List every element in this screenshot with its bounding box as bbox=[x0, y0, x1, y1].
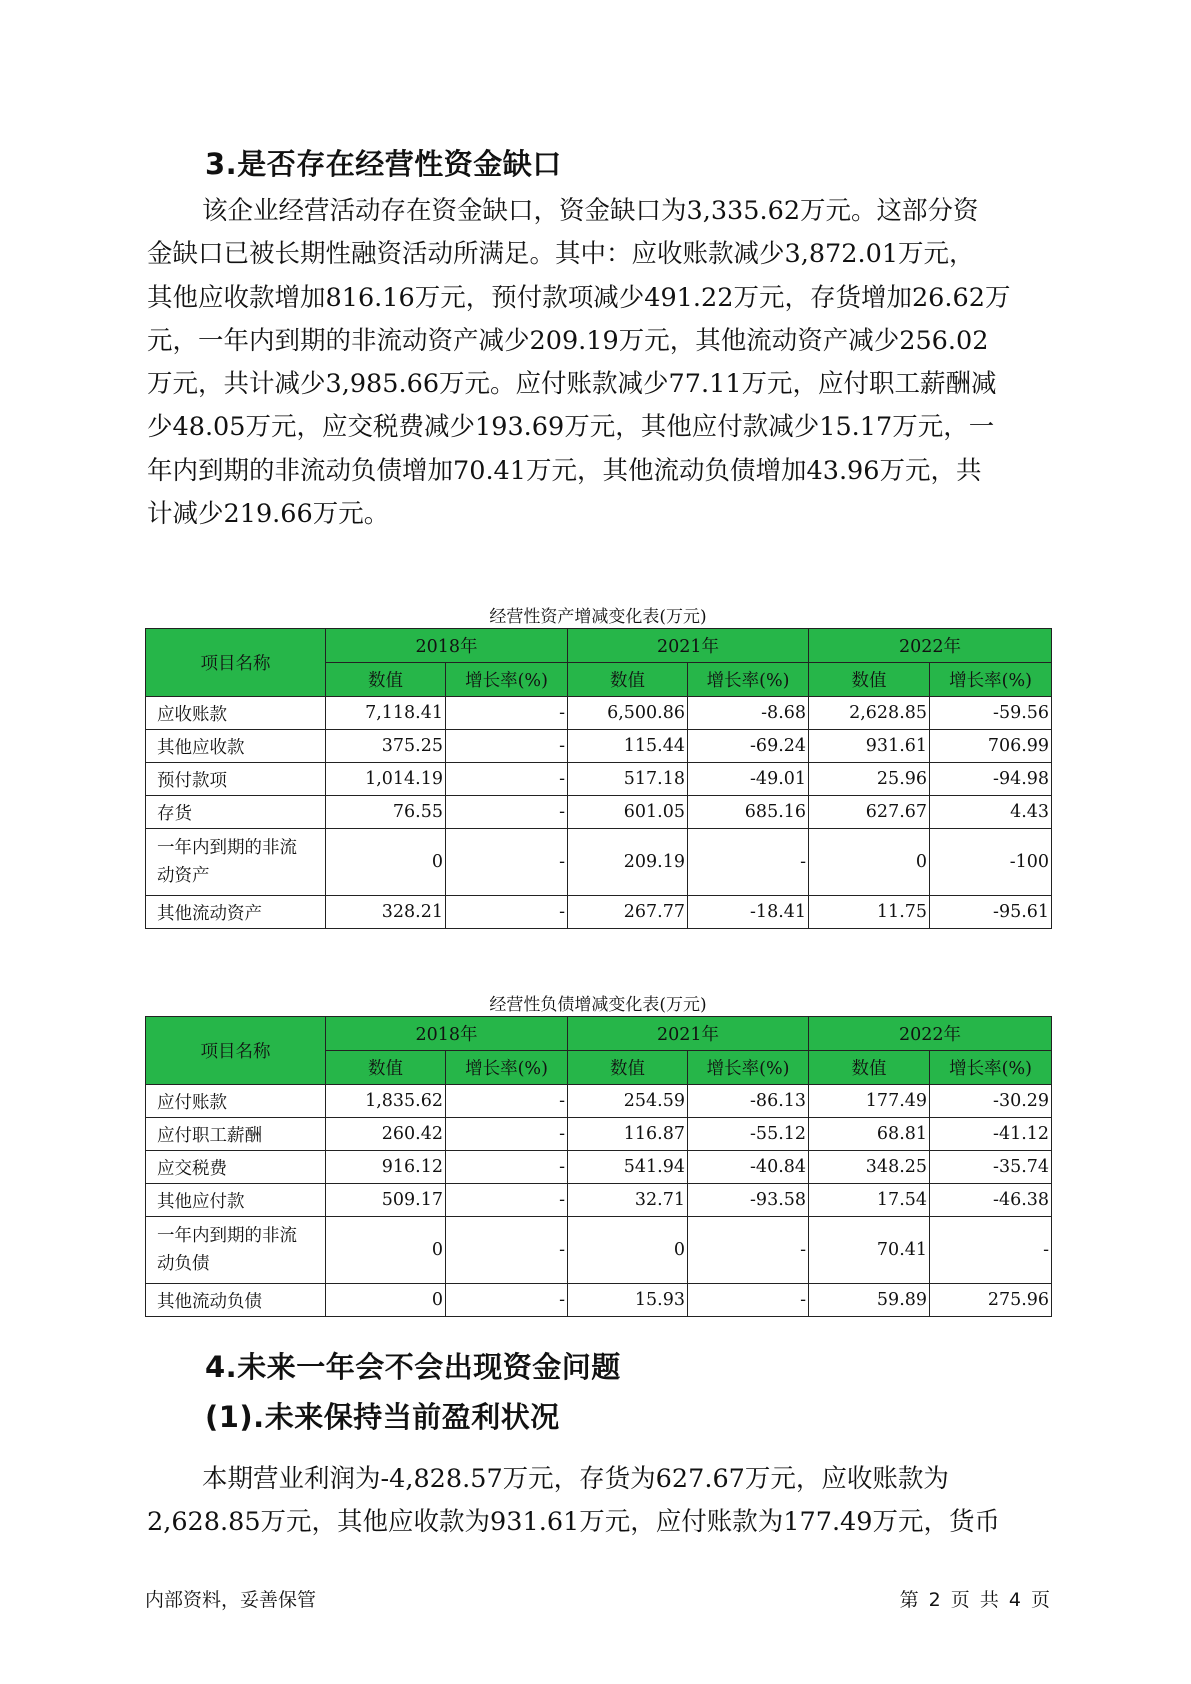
column-header-year: 2021年 bbox=[568, 629, 809, 663]
table-cell: - bbox=[446, 1217, 568, 1284]
column-header-value: 数值 bbox=[326, 663, 446, 697]
table-cell: 627.67 bbox=[809, 796, 930, 829]
section-4-paragraph bbox=[147, 1458, 1047, 1545]
table-cell: - bbox=[446, 1184, 568, 1217]
table-cell: -100 bbox=[930, 829, 1052, 896]
column-header-item-name: 项目名称 bbox=[146, 629, 326, 697]
column-header-value: 数值 bbox=[568, 1051, 688, 1085]
table-cell: 685.16 bbox=[688, 796, 809, 829]
table-row bbox=[146, 1217, 1052, 1284]
table-cell: 68.81 bbox=[809, 1118, 930, 1151]
table-cell: -40.84 bbox=[688, 1151, 809, 1184]
paragraph-line: 元，一年内到期的非流动资产减少209.19万元，其他流动资产减少256.02 bbox=[147, 325, 989, 356]
table-cell: -41.12 bbox=[930, 1118, 1052, 1151]
assets-table bbox=[145, 628, 1052, 929]
column-header-rate: 增长率(%) bbox=[688, 663, 809, 697]
section-3-heading: 3.是否存在经营性资金缺口 bbox=[205, 147, 562, 181]
table-cell: - bbox=[446, 697, 568, 730]
section-4-subheading: (1).未来保持当前盈利状况 bbox=[205, 1400, 560, 1434]
table-cell: -46.38 bbox=[930, 1184, 1052, 1217]
table-cell: 541.94 bbox=[568, 1151, 688, 1184]
table-cell: 32.71 bbox=[568, 1184, 688, 1217]
table-cell: - bbox=[446, 896, 568, 929]
table-row bbox=[146, 697, 1052, 730]
column-header-rate: 增长率(%) bbox=[930, 663, 1052, 697]
table-cell: 267.77 bbox=[568, 896, 688, 929]
paragraph-line: 该企业经营活动存在资金缺口，资金缺口为3,335.62万元。这部分资 bbox=[202, 196, 979, 226]
table-row bbox=[146, 1284, 1052, 1317]
column-header-item-name: 项目名称 bbox=[146, 1017, 326, 1085]
row-label: 其他流动资产 bbox=[146, 896, 326, 929]
paragraph-line: 万元，共计减少3,985.66万元。应付账款减少77.11万元，应付职工薪酬减 bbox=[147, 369, 997, 400]
table-cell: - bbox=[446, 1151, 568, 1184]
table-row bbox=[146, 1184, 1052, 1217]
assets-table-caption: 经营性资产增减变化表(万元) bbox=[489, 607, 707, 627]
table-cell: 0 bbox=[809, 829, 930, 896]
footer-confidential-note: 内部资料，妥善保管 bbox=[145, 1589, 317, 1611]
row-label-line: 动负债 bbox=[157, 1254, 210, 1274]
paragraph-line: 计减少219.66万元。 bbox=[147, 499, 390, 530]
row-label: 预付款项 bbox=[146, 763, 326, 796]
table-cell: - bbox=[446, 730, 568, 763]
paragraph-line: 本期营业利润为-4,828.57万元，存货为627.67万元，应收账款为 bbox=[202, 1464, 949, 1494]
table-cell: 25.96 bbox=[809, 763, 930, 796]
table-cell: 1,835.62 bbox=[326, 1085, 446, 1118]
table-cell: 1,014.19 bbox=[326, 763, 446, 796]
table-cell: - bbox=[688, 1284, 809, 1317]
column-header-value: 数值 bbox=[809, 1051, 930, 1085]
table-cell: 17.54 bbox=[809, 1184, 930, 1217]
table-row bbox=[146, 1085, 1052, 1118]
table-row bbox=[146, 796, 1052, 829]
table-cell: - bbox=[446, 829, 568, 896]
table-cell: 601.05 bbox=[568, 796, 688, 829]
table-cell: -18.41 bbox=[688, 896, 809, 929]
paragraph-line: 少48.05万元，应交税费减少193.69万元，其他应付款减少15.17万元，一 bbox=[147, 412, 995, 443]
paragraph-line: 金缺口已被长期性融资活动所满足。其中：应收账款减少3,872.01万元， bbox=[147, 239, 975, 270]
column-header-value: 数值 bbox=[809, 663, 930, 697]
table-cell: - bbox=[446, 1284, 568, 1317]
table-cell: - bbox=[930, 1217, 1052, 1284]
table-cell: 0 bbox=[568, 1217, 688, 1284]
row-label: 其他应收款 bbox=[146, 730, 326, 763]
column-header-year: 2022年 bbox=[809, 629, 1052, 663]
liabilities-table bbox=[145, 1016, 1052, 1317]
table-cell: 275.96 bbox=[930, 1284, 1052, 1317]
table-cell: -59.56 bbox=[930, 697, 1052, 730]
column-header-year: 2021年 bbox=[568, 1017, 809, 1051]
row-label-line: 一年内到期的非流 bbox=[157, 1226, 297, 1246]
paragraph-line: 2,628.85万元，其他应收款为931.61万元，应付账款为177.49万元，货币 bbox=[147, 1507, 1001, 1538]
table-cell: 348.25 bbox=[809, 1151, 930, 1184]
column-header-rate: 增长率(%) bbox=[446, 1051, 568, 1085]
table-cell: 11.75 bbox=[809, 896, 930, 929]
table-cell: 115.44 bbox=[568, 730, 688, 763]
table-cell: 931.61 bbox=[809, 730, 930, 763]
row-label bbox=[146, 829, 326, 896]
table-row bbox=[146, 1151, 1052, 1184]
row-label: 应交税费 bbox=[146, 1151, 326, 1184]
table-row bbox=[146, 763, 1052, 796]
table-cell: -95.61 bbox=[930, 896, 1052, 929]
table-row bbox=[146, 730, 1052, 763]
row-label: 应付账款 bbox=[146, 1085, 326, 1118]
row-label bbox=[146, 1217, 326, 1284]
table-cell: 254.59 bbox=[568, 1085, 688, 1118]
liabilities-table-caption: 经营性负债增减变化表(万元) bbox=[489, 995, 707, 1015]
table-cell: 209.19 bbox=[568, 829, 688, 896]
table-cell: - bbox=[446, 1118, 568, 1151]
table-cell: 7,118.41 bbox=[326, 697, 446, 730]
table-cell: 6,500.86 bbox=[568, 697, 688, 730]
table-cell: - bbox=[446, 796, 568, 829]
table-cell: -49.01 bbox=[688, 763, 809, 796]
table-cell: - bbox=[688, 1217, 809, 1284]
table-cell: -30.29 bbox=[930, 1085, 1052, 1118]
row-label: 应收账款 bbox=[146, 697, 326, 730]
table-row bbox=[146, 829, 1052, 896]
row-label: 其他应付款 bbox=[146, 1184, 326, 1217]
table-cell: 70.41 bbox=[809, 1217, 930, 1284]
footer-page-number: 第 2 页 共 4 页 bbox=[899, 1589, 1050, 1611]
table-cell: 59.89 bbox=[809, 1284, 930, 1317]
table-cell: 0 bbox=[326, 1217, 446, 1284]
table-cell: 0 bbox=[326, 829, 446, 896]
table-cell: -69.24 bbox=[688, 730, 809, 763]
column-header-year: 2018年 bbox=[326, 1017, 568, 1051]
row-label-line: 一年内到期的非流 bbox=[157, 838, 297, 858]
column-header-year: 2018年 bbox=[326, 629, 568, 663]
paragraph-line: 年内到期的非流动负债增加70.41万元，其他流动负债增加43.96万元，共 bbox=[147, 455, 982, 486]
table-cell: 375.25 bbox=[326, 730, 446, 763]
table-cell: 2,628.85 bbox=[809, 697, 930, 730]
table-cell: -93.58 bbox=[688, 1184, 809, 1217]
table-cell: 177.49 bbox=[809, 1085, 930, 1118]
table-cell: 509.17 bbox=[326, 1184, 446, 1217]
table-cell: 328.21 bbox=[326, 896, 446, 929]
table-cell: -86.13 bbox=[688, 1085, 809, 1118]
column-header-value: 数值 bbox=[326, 1051, 446, 1085]
column-header-year: 2022年 bbox=[809, 1017, 1052, 1051]
table-cell: 916.12 bbox=[326, 1151, 446, 1184]
table-cell: -94.98 bbox=[930, 763, 1052, 796]
table-cell: 517.18 bbox=[568, 763, 688, 796]
column-header-rate: 增长率(%) bbox=[446, 663, 568, 697]
table-row bbox=[146, 896, 1052, 929]
section-4-heading: 4.未来一年会不会出现资金问题 bbox=[205, 1350, 621, 1384]
column-header-rate: 增长率(%) bbox=[688, 1051, 809, 1085]
row-label-line: 动资产 bbox=[157, 866, 210, 886]
paragraph-line: 其他应收款增加816.16万元，预付款项减少491.22万元，存货增加26.62万 bbox=[147, 282, 1011, 313]
table-cell: - bbox=[688, 829, 809, 896]
row-label: 其他流动负债 bbox=[146, 1284, 326, 1317]
table-row bbox=[146, 1118, 1052, 1151]
table-cell: 116.87 bbox=[568, 1118, 688, 1151]
table-cell: 260.42 bbox=[326, 1118, 446, 1151]
table-cell: -55.12 bbox=[688, 1118, 809, 1151]
table-cell: -8.68 bbox=[688, 697, 809, 730]
row-label: 存货 bbox=[146, 796, 326, 829]
table-cell: -35.74 bbox=[930, 1151, 1052, 1184]
table-cell: 15.93 bbox=[568, 1284, 688, 1317]
table-cell: 0 bbox=[326, 1284, 446, 1317]
section-3-paragraph bbox=[147, 190, 1047, 536]
table-cell: 706.99 bbox=[930, 730, 1052, 763]
table-cell: - bbox=[446, 1085, 568, 1118]
column-header-rate: 增长率(%) bbox=[930, 1051, 1052, 1085]
row-label: 应付职工薪酬 bbox=[146, 1118, 326, 1151]
table-cell: - bbox=[446, 763, 568, 796]
table-cell: 76.55 bbox=[326, 796, 446, 829]
table-cell: 4.43 bbox=[930, 796, 1052, 829]
column-header-value: 数值 bbox=[568, 663, 688, 697]
